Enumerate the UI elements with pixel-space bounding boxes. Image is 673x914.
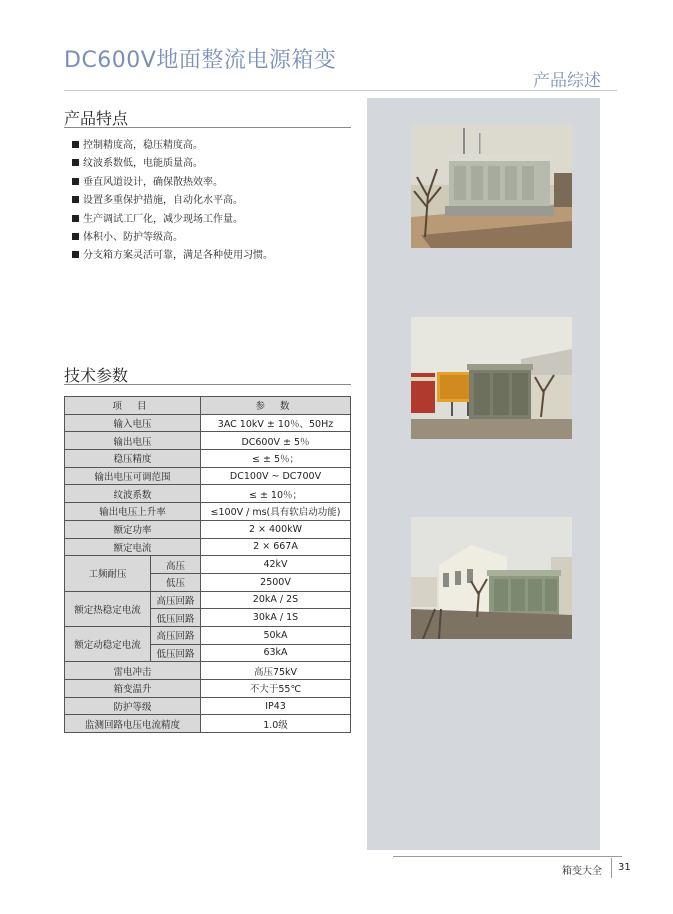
- param-label: 箱变温升: [65, 680, 201, 698]
- feature-item: 设置多重保护措施，自动化水平高。: [72, 192, 273, 210]
- table-row: [65, 520, 351, 538]
- footer-separator: [611, 858, 612, 878]
- param-sublabel: 低压: [151, 573, 201, 591]
- param-value: 不大于55℃: [201, 680, 351, 698]
- table-row: [65, 485, 351, 503]
- table-row: [65, 591, 351, 609]
- param-label: 输入电压: [65, 414, 201, 432]
- feature-item: 垂直风道设计，确保散热效率。: [72, 174, 273, 192]
- param-sublabel: 高压回路: [151, 626, 201, 644]
- features-heading: 产品特点: [64, 109, 129, 128]
- table-row: [65, 467, 351, 485]
- bullet-square-icon: [72, 178, 79, 185]
- table-row: [65, 503, 351, 521]
- param-value: IP43: [201, 697, 351, 715]
- param-sublabel: 高压: [151, 556, 201, 574]
- substation-photo-2: [411, 317, 572, 439]
- param-label: 输出电压可调范围: [65, 467, 201, 485]
- table-row: [65, 715, 351, 733]
- param-value: 20kA / 2S: [201, 591, 351, 609]
- column-header-item: 项 目: [65, 397, 201, 415]
- bullet-square-icon: [72, 251, 79, 258]
- substation-photo-3: [411, 517, 572, 639]
- bullet-square-icon: [72, 215, 79, 222]
- param-label: 雷电冲击: [65, 662, 201, 680]
- table-row: [65, 414, 351, 432]
- table-row: [65, 450, 351, 468]
- substation-photo-1: [411, 125, 572, 248]
- table-row: [65, 626, 351, 644]
- param-value: ≤ ± 5％；: [201, 450, 351, 468]
- param-label: 额定电流: [65, 538, 201, 556]
- features-heading-rule: [64, 127, 351, 128]
- param-label: 输出电压: [65, 432, 201, 450]
- table-row: [65, 538, 351, 556]
- param-value: 63kA: [201, 644, 351, 662]
- param-value: 3AC 10kV ± 10％、50Hz: [201, 414, 351, 432]
- table-row: [65, 697, 351, 715]
- page-number: 31: [618, 862, 631, 873]
- feature-item: 体积小、防护等级高。: [72, 229, 273, 247]
- section-subtitle: 产品综述: [533, 71, 601, 91]
- header-divider: [64, 90, 617, 91]
- param-value: ≤ ± 10％；: [201, 485, 351, 503]
- param-label: 稳压精度: [65, 450, 201, 468]
- params-heading-rule: [64, 384, 351, 385]
- table-row: [65, 432, 351, 450]
- param-value: 42kV: [201, 556, 351, 574]
- feature-item: 控制精度高，稳压精度高。: [72, 137, 273, 155]
- table-row: [65, 662, 351, 680]
- feature-item: 纹波系数低，电能质量高。: [72, 155, 273, 173]
- feature-item: 分支箱方案灵活可靠，满足各种使用习惯。: [72, 247, 273, 265]
- bullet-square-icon: [72, 196, 79, 203]
- table-row: [65, 556, 351, 574]
- param-sublabel: 高压回路: [151, 591, 201, 609]
- bullet-square-icon: [72, 233, 79, 240]
- feature-item: 生产调试工厂化，减少现场工作量。: [72, 211, 273, 229]
- param-value: 高压75kV: [201, 662, 351, 680]
- features-list: [72, 137, 273, 266]
- bullet-square-icon: [72, 159, 79, 166]
- column-header-value: 参 数: [201, 397, 351, 415]
- param-label: 额定热稳定电流: [65, 591, 151, 626]
- page-title: DC600V地面整流电源箱变: [64, 48, 337, 73]
- bullet-square-icon: [72, 141, 79, 148]
- param-value: ≤100V / ms(具有软启动功能): [201, 503, 351, 521]
- param-value: DC100V ~ DC700V: [201, 467, 351, 485]
- footer-label: 箱变大全: [562, 866, 602, 877]
- param-label: 额定动稳定电流: [65, 626, 151, 661]
- param-value: 50kA: [201, 626, 351, 644]
- param-sublabel: 低压回路: [151, 644, 201, 662]
- param-label: 监测回路电压电流精度: [65, 715, 201, 733]
- param-value: 30kA / 1S: [201, 609, 351, 627]
- param-label: 纹波系数: [65, 485, 201, 503]
- param-value: 1.0级: [201, 715, 351, 733]
- table-row: [65, 680, 351, 698]
- param-label: 额定功率: [65, 520, 201, 538]
- footer-divider-line: [393, 856, 622, 857]
- param-value: DC600V ± 5％: [201, 432, 351, 450]
- param-label: 防护等级: [65, 697, 201, 715]
- param-sublabel: 低压回路: [151, 609, 201, 627]
- params-table: [64, 396, 351, 733]
- param-value: 2 × 667A: [201, 538, 351, 556]
- param-label: 工频耐压: [65, 556, 151, 591]
- param-label: 输出电压上升率: [65, 503, 201, 521]
- table-header-row: [65, 397, 351, 415]
- param-value: 2 × 400kW: [201, 520, 351, 538]
- param-value: 2500V: [201, 573, 351, 591]
- params-heading: 技术参数: [64, 366, 129, 385]
